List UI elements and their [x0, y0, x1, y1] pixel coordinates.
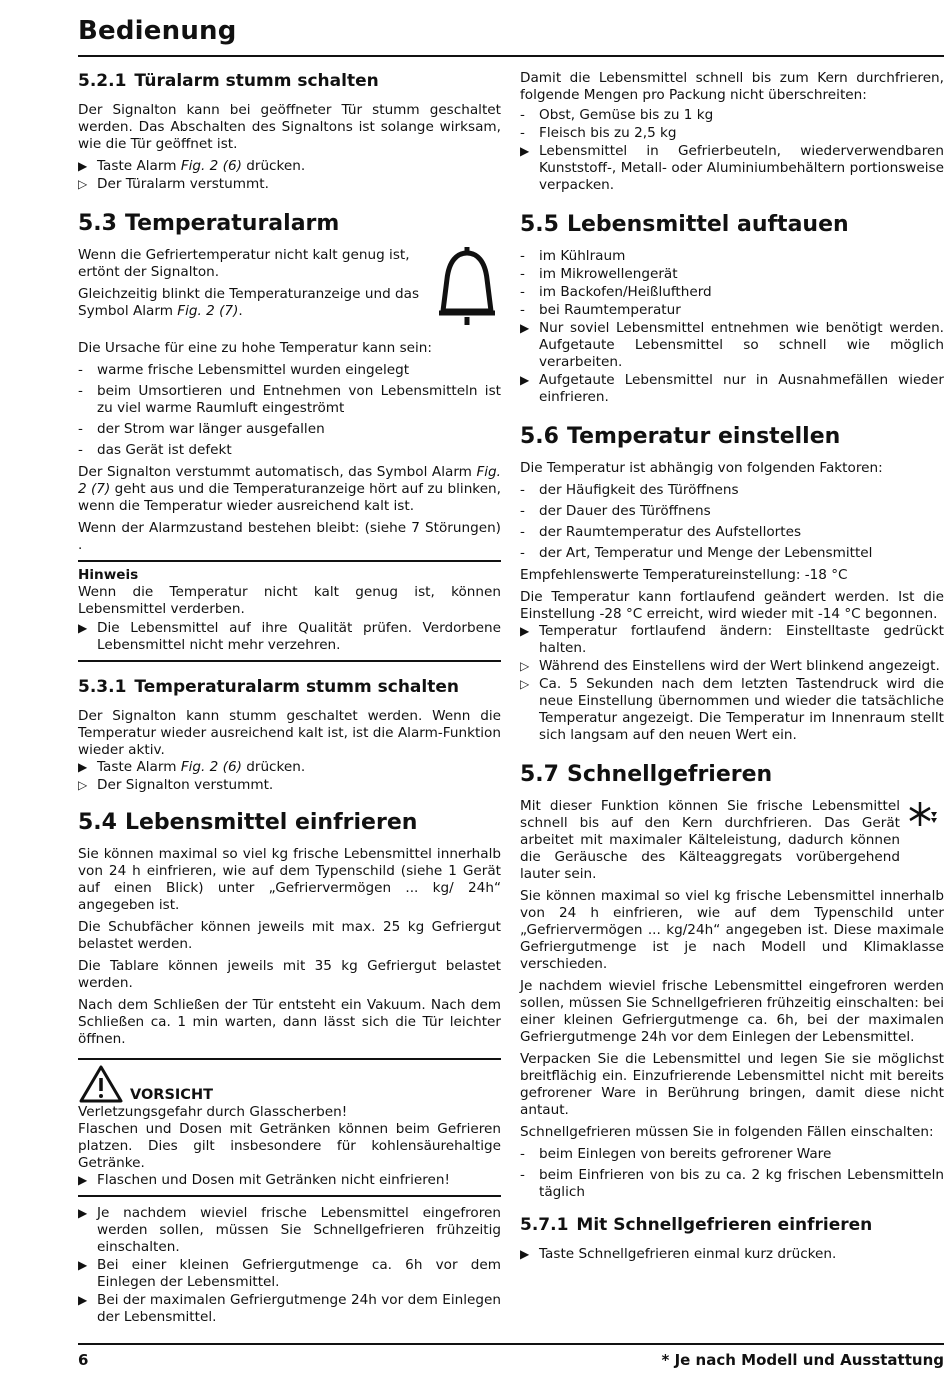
result-marker-icon: ▷ [78, 778, 88, 792]
action-step: ▶ Nur soviel Lebensmittel entnehmen wie benötigt werden. Aufgetaute Lebensmittel so schnell wie möglich verarbeiten. [520, 320, 944, 370]
action-list [78, 1205, 501, 1326]
dash-list [520, 1146, 944, 1201]
list-item: - beim Einfrieren von bis zu ca. 2 kg frischen Lebensmitteln täglich [520, 1167, 944, 1200]
list-item: - der Strom war länger ausgefallen [78, 421, 325, 437]
dash-marker-icon: - [520, 482, 525, 498]
list-item: - der Art, Temperatur und Menge der Lebensmittel [520, 545, 873, 561]
footer-rule [78, 1343, 944, 1345]
action-step: ▶ Lebensmittel in Gefrierbeuteln, wiederverwendbaren Kunststoff-, Metall- oder Aluminiumbehältern portionsweise verpacken. [520, 143, 944, 193]
action-marker-icon: ▶ [78, 1293, 88, 1307]
heading-5-4: 5.4 Lebensmittel einfrieren [78, 810, 418, 835]
dash-marker-icon: - [520, 107, 525, 123]
result-list [520, 658, 944, 744]
dash-marker-icon: - [78, 362, 83, 378]
list-item: - der Raumtemperatur des Aufstellortes [520, 524, 802, 540]
action-marker-icon: ▶ [520, 144, 530, 158]
dash-marker-icon: - [520, 503, 525, 519]
dash-list [520, 107, 944, 142]
paragraph: Empfehlenswerte Temperatureinstellung: -18 °C [520, 567, 848, 583]
note-text: Wenn die Temperatur nicht kalt genug ist, können Lebensmittel verderben. [78, 584, 501, 617]
result-step: ▷ Der Türalarm verstummt. [78, 176, 269, 192]
list-item: - Obst, Gemüse bis zu 1 kg [520, 107, 714, 123]
warning-text: Flaschen und Dosen mit Getränken können beim Gefrieren platzen. Dies gilt insbesondere für kohlensäurehaltige Getränke. [78, 1121, 501, 1171]
dash-list [520, 482, 944, 562]
action-step: ▶ Die Lebensmittel auf ihre Qualität prüfen. Verdorbene Lebensmittel nicht mehr verzehren. [78, 620, 501, 653]
paragraph: Die Temperatur ist abhängig von folgenden Faktoren: [520, 460, 883, 476]
action-step: ▶ Bei der maximalen Gefriergutmenge 24h vor dem Einlegen der Lebensmittel. [78, 1292, 501, 1325]
paragraph: Der Signalton kann stumm geschaltet werden. Wenn die Temperatur wieder ausreichend kalt ist, ist die Alarm-Funktion wieder aktiv. [78, 708, 501, 758]
action-marker-icon: ▶ [78, 1206, 88, 1220]
heading-5-5: 5.5 Lebensmittel auftauen [520, 212, 849, 237]
dash-marker-icon: - [520, 248, 525, 264]
action-step: ▶ Taste Alarm Fig. 2 (6) drücken. [78, 759, 306, 775]
dash-marker-icon: - [520, 1146, 525, 1162]
dash-marker-icon: - [78, 383, 83, 399]
action-marker-icon: ▶ [78, 159, 88, 173]
paragraph: Sie können maximal so viel kg frische Lebensmittel innerhalb von 24 h einfrieren, wie auf dem Typenschild unter „Gefriervermögen ... kg/24h“ angegeben ist. Diese maximale Gefriergutmenge ist je nach Modell und Klimaklasse verschieden. [520, 888, 944, 972]
heading-5-3-1: 5.3.1 Temperaturalarm stumm schalten [78, 677, 459, 697]
paragraph: Wenn die Gefriertemperatur nicht kalt genug ist, ertönt der Signalton. [78, 247, 410, 280]
footer-note: * Je nach Modell und Ausstattung [661, 1351, 944, 1369]
action-step: ▶ Aufgetaute Lebensmittel nur in Ausnahmefällen wieder einfrieren. [520, 372, 944, 405]
paragraph: Damit die Lebensmittel schnell bis zum Kern durchfrieren, folgende Mengen pro Packung nicht überschreiten: [520, 70, 944, 103]
heading-5-7-1: 5.7.1 Mit Schnellgefrieren einfrieren [520, 1215, 873, 1235]
bell-icon [433, 245, 501, 329]
heading-5-2-1: 5.2.1 Türalarm stumm schalten [78, 71, 379, 91]
action-marker-icon: ▶ [520, 373, 530, 387]
result-marker-icon: ▷ [520, 677, 530, 691]
result-marker-icon: ▷ [520, 659, 530, 673]
action-step: ▶ Bei einer kleinen Gefriergutmenge ca. 6h vor dem Einlegen der Lebensmittel. [78, 1257, 501, 1290]
list-item: - das Gerät ist defekt [78, 442, 232, 458]
warning-triangle-icon [78, 1064, 124, 1104]
action-step: ▶ Temperatur fortlaufend ändern: Einstelltaste gedrückt halten. [520, 623, 944, 656]
causes-list [78, 362, 501, 459]
dash-marker-icon: - [520, 125, 525, 141]
result-step: ▷ Während des Einstellens wird der Wert blinkend angezeigt. [520, 658, 940, 674]
warning-header [78, 1064, 501, 1104]
dash-marker-icon: - [520, 284, 525, 300]
list-item: - der Häufigkeit des Türöffnens [520, 482, 739, 498]
action-list [520, 320, 944, 406]
list-item: - warme frische Lebensmittel wurden eingelegt [78, 362, 410, 378]
warning-text: Verletzungsgefahr durch Glasscherben! [78, 1104, 348, 1120]
action-step: ▶ Flaschen und Dosen mit Getränken nicht einfrieren! [78, 1172, 450, 1188]
left-column [78, 70, 501, 1331]
paragraph: Mit dieser Funktion können Sie frische Lebensmittel schnell bis auf den Kern durchfrieren. Das Gerät arbeitet mit maximaler Kälteleistung, dadurch können die Geräusche des Kälteaggregats vorübergehend lauter sein. [520, 798, 900, 882]
list-item: - im Backofen/Heißluftherd [520, 284, 712, 300]
heading-5-3: 5.3 Temperaturalarm [78, 211, 340, 236]
dash-marker-icon: - [520, 545, 525, 561]
dash-marker-icon: - [520, 302, 525, 318]
note-title: Hinweis [78, 567, 139, 583]
action-marker-icon: ▶ [520, 624, 530, 638]
paragraph: Verpacken Sie die Lebensmittel und legen Sie sie möglichst breitflächig ein. Einzufrierende Lebensmittel nicht mit bereits gefrorener Ware in Berührung bringen, damit diese nicht antaut. [520, 1051, 944, 1118]
action-marker-icon: ▶ [520, 1247, 530, 1261]
list-item: - beim Einlegen von bereits gefrorener Ware [520, 1146, 832, 1162]
result-step: ▷ Der Signalton verstummt. [78, 777, 274, 793]
right-column [520, 70, 944, 1268]
action-marker-icon: ▶ [78, 621, 88, 635]
result-step: ▷ Ca. 5 Sekunden nach dem letzten Tastendruck wird die neue Einstellung übernommen und wieder die tatsächliche Temperatur angezeigt. Die Temperatur im Innenraum stellt sich langsam auf den neuen Wert ein. [520, 676, 944, 743]
paragraph: Die Temperatur kann fortlaufend geändert werden. Ist die Einstellung -28 °C erreicht, wird wieder mit -14 °C begonnen. [520, 589, 944, 622]
paragraph: Die Tablare können jeweils mit 35 kg Gefriergut belastet werden. [78, 958, 501, 991]
list-item: - beim Umsortieren und Entnehmen von Lebensmitteln ist zu viel warme Raumluft eingeströmt [78, 383, 501, 416]
warning-title: VORSICHT [130, 1087, 213, 1103]
action-step: ▶ Taste Schnellgefrieren einmal kurz drücken. [520, 1246, 837, 1262]
paragraph: Schnellgefrieren müssen Sie in folgenden Fällen einschalten: [520, 1124, 934, 1140]
action-marker-icon: ▶ [78, 1173, 88, 1187]
result-marker-icon: ▷ [78, 177, 88, 191]
list-item: - Fleisch bis zu 2,5 kg [520, 125, 677, 141]
snowflake-fast-freeze-icon [908, 800, 944, 830]
action-step: ▶ Je nachdem wieviel frische Lebensmittel eingefroren werden sollen, müssen Sie Schnellgefrieren frühzeitig einschalten. [78, 1205, 501, 1255]
action-step: ▶ Taste Alarm Fig. 2 (6) drücken. [78, 158, 306, 174]
paragraph: Je nachdem wieviel frische Lebensmittel eingefroren werden sollen, müssen Sie Schnellgefrieren frühzeitig einschalten: bei einer kleinen Gefriergutmenge ca. 6h, bei der maximalen Gefriergutmenge 24h vor dem Einlegen der Lebensmittel. [520, 978, 944, 1045]
heading-5-6: 5.6 Temperatur einstellen [520, 424, 841, 449]
header-rule [78, 55, 944, 57]
action-marker-icon: ▶ [78, 1258, 88, 1272]
dash-marker-icon: - [78, 421, 83, 437]
paragraph: Die Ursache für eine zu hohe Temperatur kann sein: [78, 340, 433, 356]
action-marker-icon: ▶ [78, 760, 88, 774]
list-item: - der Dauer des Türöffnens [520, 503, 711, 519]
page-number: 6 [78, 1351, 89, 1369]
list-item: - bei Raumtemperatur [520, 302, 681, 318]
action-marker-icon: ▶ [520, 321, 530, 335]
dash-list [520, 248, 944, 319]
dash-marker-icon: - [78, 442, 83, 458]
heading-5-7: 5.7 Schnellgefrieren [520, 762, 773, 787]
paragraph: Die Schubfächer können jeweils mit max. 25 kg Gefriergut belastet werden. [78, 919, 501, 952]
list-item: - im Kühlraum [520, 248, 626, 264]
list-item: - im Mikrowellengerät [520, 266, 678, 282]
paragraph: Wenn der Alarmzustand bestehen bleibt: (siehe 7 Störungen) . [78, 520, 501, 553]
dash-marker-icon: - [520, 524, 525, 540]
paragraph: Sie können maximal so viel kg frische Lebensmittel innerhalb von 24 h einfrieren, wie auf dem Typenschild (siehe 1 Gerät auf einen Blick) unter „Gefriervermögen ... kg/ 24h“ angegeben ist. [78, 846, 501, 913]
paragraph: Der Signalton kann bei geöffneter Tür stumm geschaltet werden. Das Abschalten des Signaltons ist solange wirksam, wie die Tür geöffnet ist. [78, 102, 501, 152]
paragraph: Der Signalton verstummt automatisch, das Symbol Alarm Fig. 2 (7) geht aus und die Temperaturanzeige hört auf zu blinken, wenn die Temperatur wieder ausreichend kalt ist. [78, 464, 501, 514]
paragraph: Nach dem Schließen der Tür entsteht ein Vakuum. Nach dem Schließen ca. 1 min warten, dann lässt sich die Tür leichter öffnen. [78, 997, 501, 1047]
page-title: Bedienung [78, 16, 237, 46]
paragraph: Gleichzeitig blinkt die Temperaturanzeige und das Symbol Alarm Fig. 2 (7). [78, 286, 420, 319]
dash-marker-icon: - [520, 266, 525, 282]
dash-marker-icon: - [520, 1167, 525, 1183]
